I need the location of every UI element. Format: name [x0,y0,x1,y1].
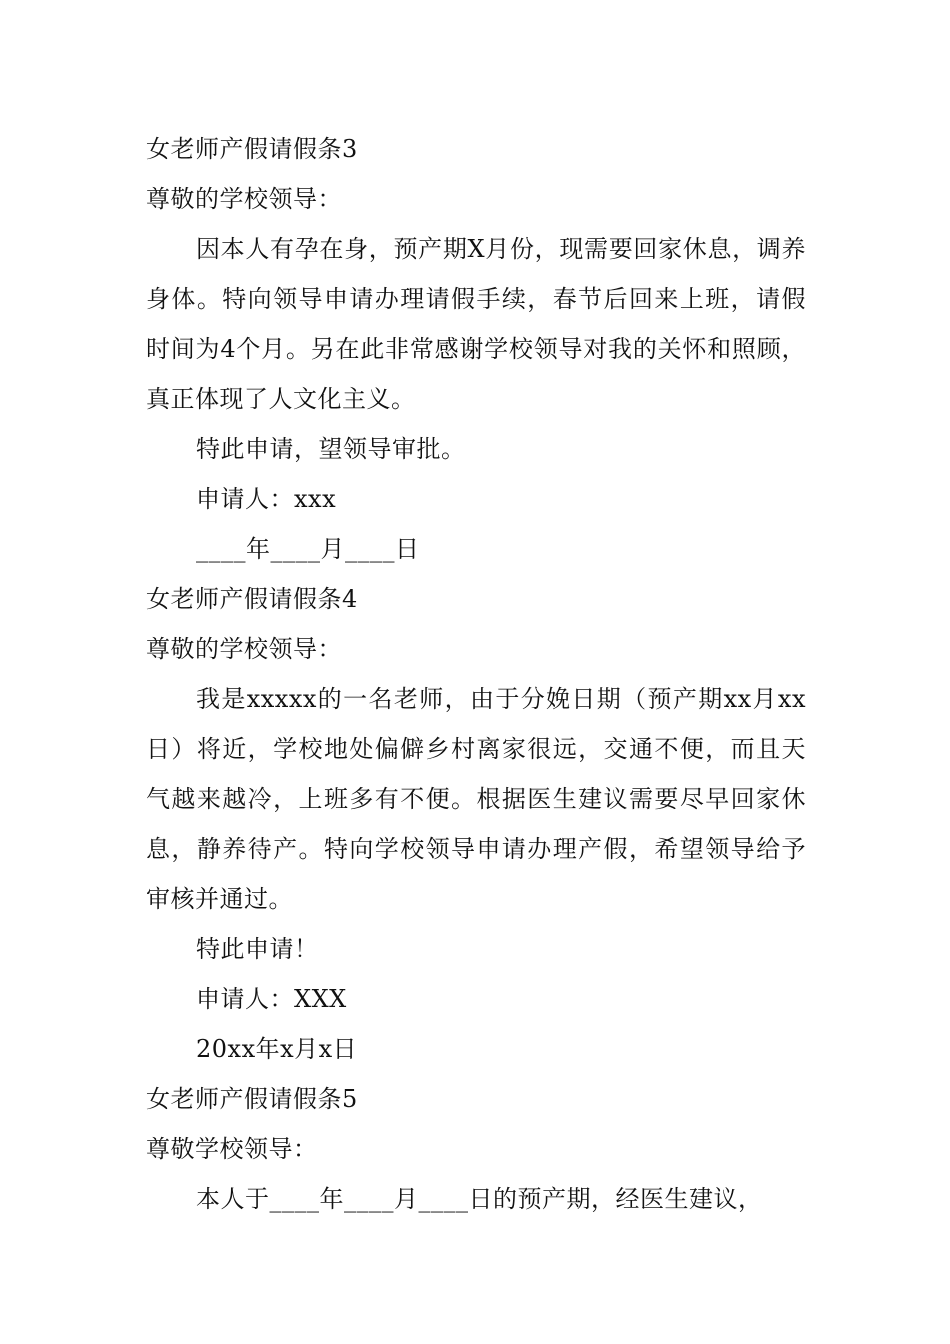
salutation: 尊敬的学校领导： [146,635,342,663]
section-title: 女老师产假请假条5 [146,1085,358,1113]
applicant-line: 申请人：XXX [196,985,347,1013]
date-line: 20xx年x月x日 [196,1035,358,1063]
section-title: 女老师产假请假条3 [146,135,358,163]
closing-line: 特此申请！ [196,935,319,963]
body-paragraph: 本人于____年____月____日的预产期，经医生建议， [196,1185,763,1213]
salutation: 尊敬的学校领导： [146,185,342,213]
body-paragraph: 因本人有孕在身，预产期X月份，现需要回家休息，调养身体。特向领导申请办理请假手续，春节后回来上班，请假时间为4个月。另在此非常感谢学校领导对我的关怀和照顾，真正体现了人文化主义。 [146,235,806,413]
document-body [146,124,806,1224]
applicant-line: 申请人：xxx [196,485,337,513]
salutation: 尊敬学校领导： [146,1135,318,1163]
date-line: ____年____月____日 [196,535,420,563]
section-title: 女老师产假请假条4 [146,585,358,613]
closing-line: 特此申请，望领导审批。 [196,435,466,463]
body-paragraph: 我是xxxxx的一名老师，由于分娩日期（预产期xx月xx日）将近，学校地处偏僻乡村离家很远，交通不便，而且天气越来越冷，上班多有不便。根据医生建议需要尽早回家休息，静养待产。特向学校领导申请办理产假，希望领导给予审核并通过。 [146,685,806,913]
